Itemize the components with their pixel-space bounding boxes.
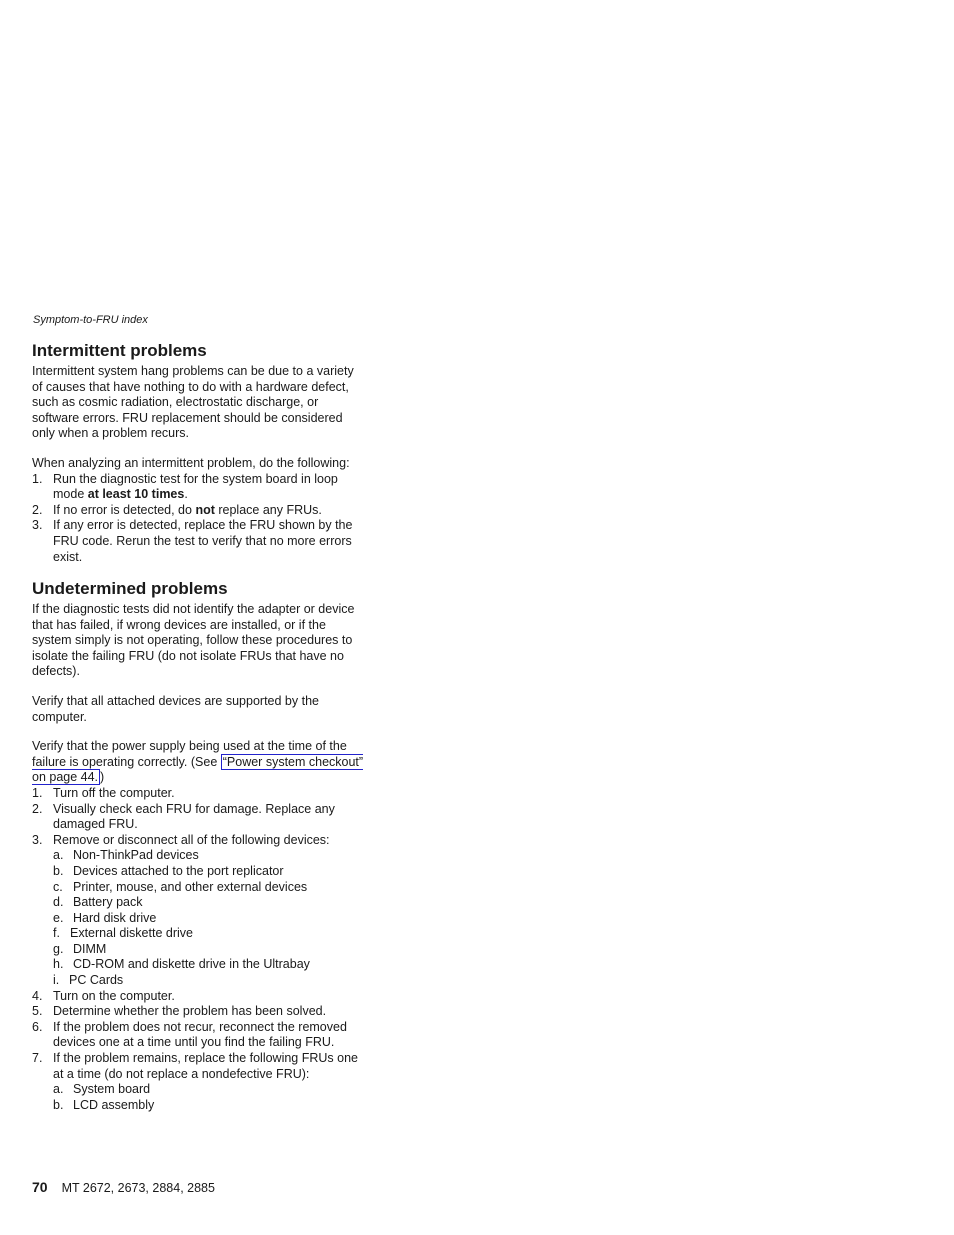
list-item [53, 911, 367, 927]
list-item [32, 503, 367, 519]
list-number: 5. [32, 1004, 43, 1019]
list-letter: a. [53, 848, 64, 863]
step-text: If no error is detected, do [53, 502, 196, 517]
step-bold: not [195, 502, 215, 517]
list-item [53, 957, 367, 973]
list-letter: h. [53, 957, 64, 972]
step-text: Determine whether the problem has been solved. [53, 1004, 327, 1019]
list-item [32, 786, 367, 802]
list-item [32, 1004, 367, 1020]
list-letter: g. [53, 941, 64, 956]
list-item [53, 1082, 367, 1098]
step-text: Run the diagnostic test for the system board in loop mode [53, 471, 338, 502]
undetermined-para-3 [32, 739, 367, 786]
list-item [53, 942, 367, 958]
list-item [32, 518, 367, 565]
intermittent-para-2: When analyzing an intermittent problem, do the following: [32, 455, 350, 470]
list-letter: b. [53, 863, 64, 878]
device-text: PC Cards [69, 973, 124, 988]
list-letter: e. [53, 910, 64, 925]
step-text: Remove or disconnect all of the following devices: [53, 832, 330, 847]
list-number: 2. [32, 502, 43, 517]
running-head: Symptom-to-FRU index [33, 314, 148, 326]
step-text: Turn on the computer. [53, 988, 175, 1003]
list-item [32, 472, 367, 503]
list-item [53, 973, 367, 989]
para-text: ) [100, 770, 105, 785]
list-item [32, 989, 367, 1005]
fru-text: System board [73, 1082, 151, 1097]
footer-text: MT 2672, 2673, 2884, 2885 [61, 1181, 215, 1195]
device-text: Devices attached to the port replicator [73, 863, 284, 878]
list-item [32, 1020, 367, 1051]
step-bold: at least 10 times [87, 487, 185, 502]
list-number: 2. [32, 801, 43, 816]
step-text: If the problem does not recur, reconnect the removed devices one at a time until you find the failing FRU. [53, 1019, 347, 1050]
fru-list [53, 1082, 367, 1113]
list-item [53, 880, 367, 896]
list-number: 4. [32, 988, 43, 1003]
step-text: replace any FRUs. [214, 502, 322, 517]
list-letter: i. [53, 973, 60, 988]
device-text: Non-ThinkPad devices [73, 848, 199, 863]
undetermined-section [32, 578, 367, 1113]
intermittent-section [32, 340, 367, 565]
list-item [53, 926, 367, 942]
device-text: External diskette drive [70, 926, 193, 941]
list-item [32, 802, 367, 833]
undetermined-para-1: If the diagnostic tests did not identify the adapter or device that has failed, if wrong devices are installed, or if the system simply is not operating, follow these procedures to isolate the failing FRU (do not isolate FRUs that have no defects). [32, 602, 355, 679]
device-text: Printer, mouse, and other external devices [73, 879, 308, 894]
list-letter: a. [53, 1082, 64, 1097]
page-number: 70 [32, 1179, 48, 1195]
fru-text: LCD assembly [73, 1097, 155, 1112]
list-item [32, 1051, 367, 1113]
undetermined-para-2: Verify that all attached devices are supported by the computer. [32, 693, 319, 724]
step-text: . [184, 487, 188, 502]
list-letter: d. [53, 895, 64, 910]
device-text: Hard disk drive [73, 910, 157, 925]
device-text: DIMM [73, 941, 107, 956]
list-number: 6. [32, 1019, 43, 1034]
list-item [32, 833, 367, 989]
list-number: 3. [32, 518, 43, 533]
intermittent-steps [32, 472, 367, 566]
device-text: CD-ROM and diskette drive in the Ultrabay [73, 957, 310, 972]
list-number: 3. [32, 832, 43, 847]
power-system-checkout-link[interactable]: “Power system checkout” on page 44. [32, 754, 364, 785]
list-item [53, 895, 367, 911]
list-item [53, 848, 367, 864]
list-letter: c. [53, 879, 63, 894]
step-text: Turn off the computer. [53, 785, 175, 800]
undetermined-heading: Undetermined problems [32, 579, 228, 598]
list-item [53, 864, 367, 880]
step-text: If the problem remains, replace the following FRUs one at a time (do not replace a nondefective FRU): [53, 1051, 359, 1081]
intermittent-para-1: Intermittent system hang problems can be due to a variety of causes that have nothing to do with a hardware defect, such as cosmic radiation, electrostatic discharge, or software errors. FRU replacement should be considered only when a problem recurs. [32, 364, 354, 441]
page-footer [32, 1179, 215, 1195]
list-number: 1. [32, 785, 43, 800]
list-letter: f. [53, 926, 60, 941]
list-item [53, 1098, 367, 1114]
undetermined-steps [32, 786, 367, 1113]
list-number: 1. [32, 471, 43, 486]
step-text: Visually check each FRU for damage. Replace any damaged FRU. [53, 801, 335, 832]
intermittent-heading: Intermittent problems [32, 341, 207, 360]
devices-list [53, 848, 367, 988]
para-text: Verify that the power supply being used at the time of the failure is operating correctly. (See [32, 739, 347, 769]
list-letter: b. [53, 1097, 64, 1112]
device-text: Battery pack [73, 895, 143, 910]
list-number: 7. [32, 1051, 43, 1066]
step-text: If any error is detected, replace the FRU shown by the FRU code. Rerun the test to verify that no more errors exist. [53, 518, 353, 564]
